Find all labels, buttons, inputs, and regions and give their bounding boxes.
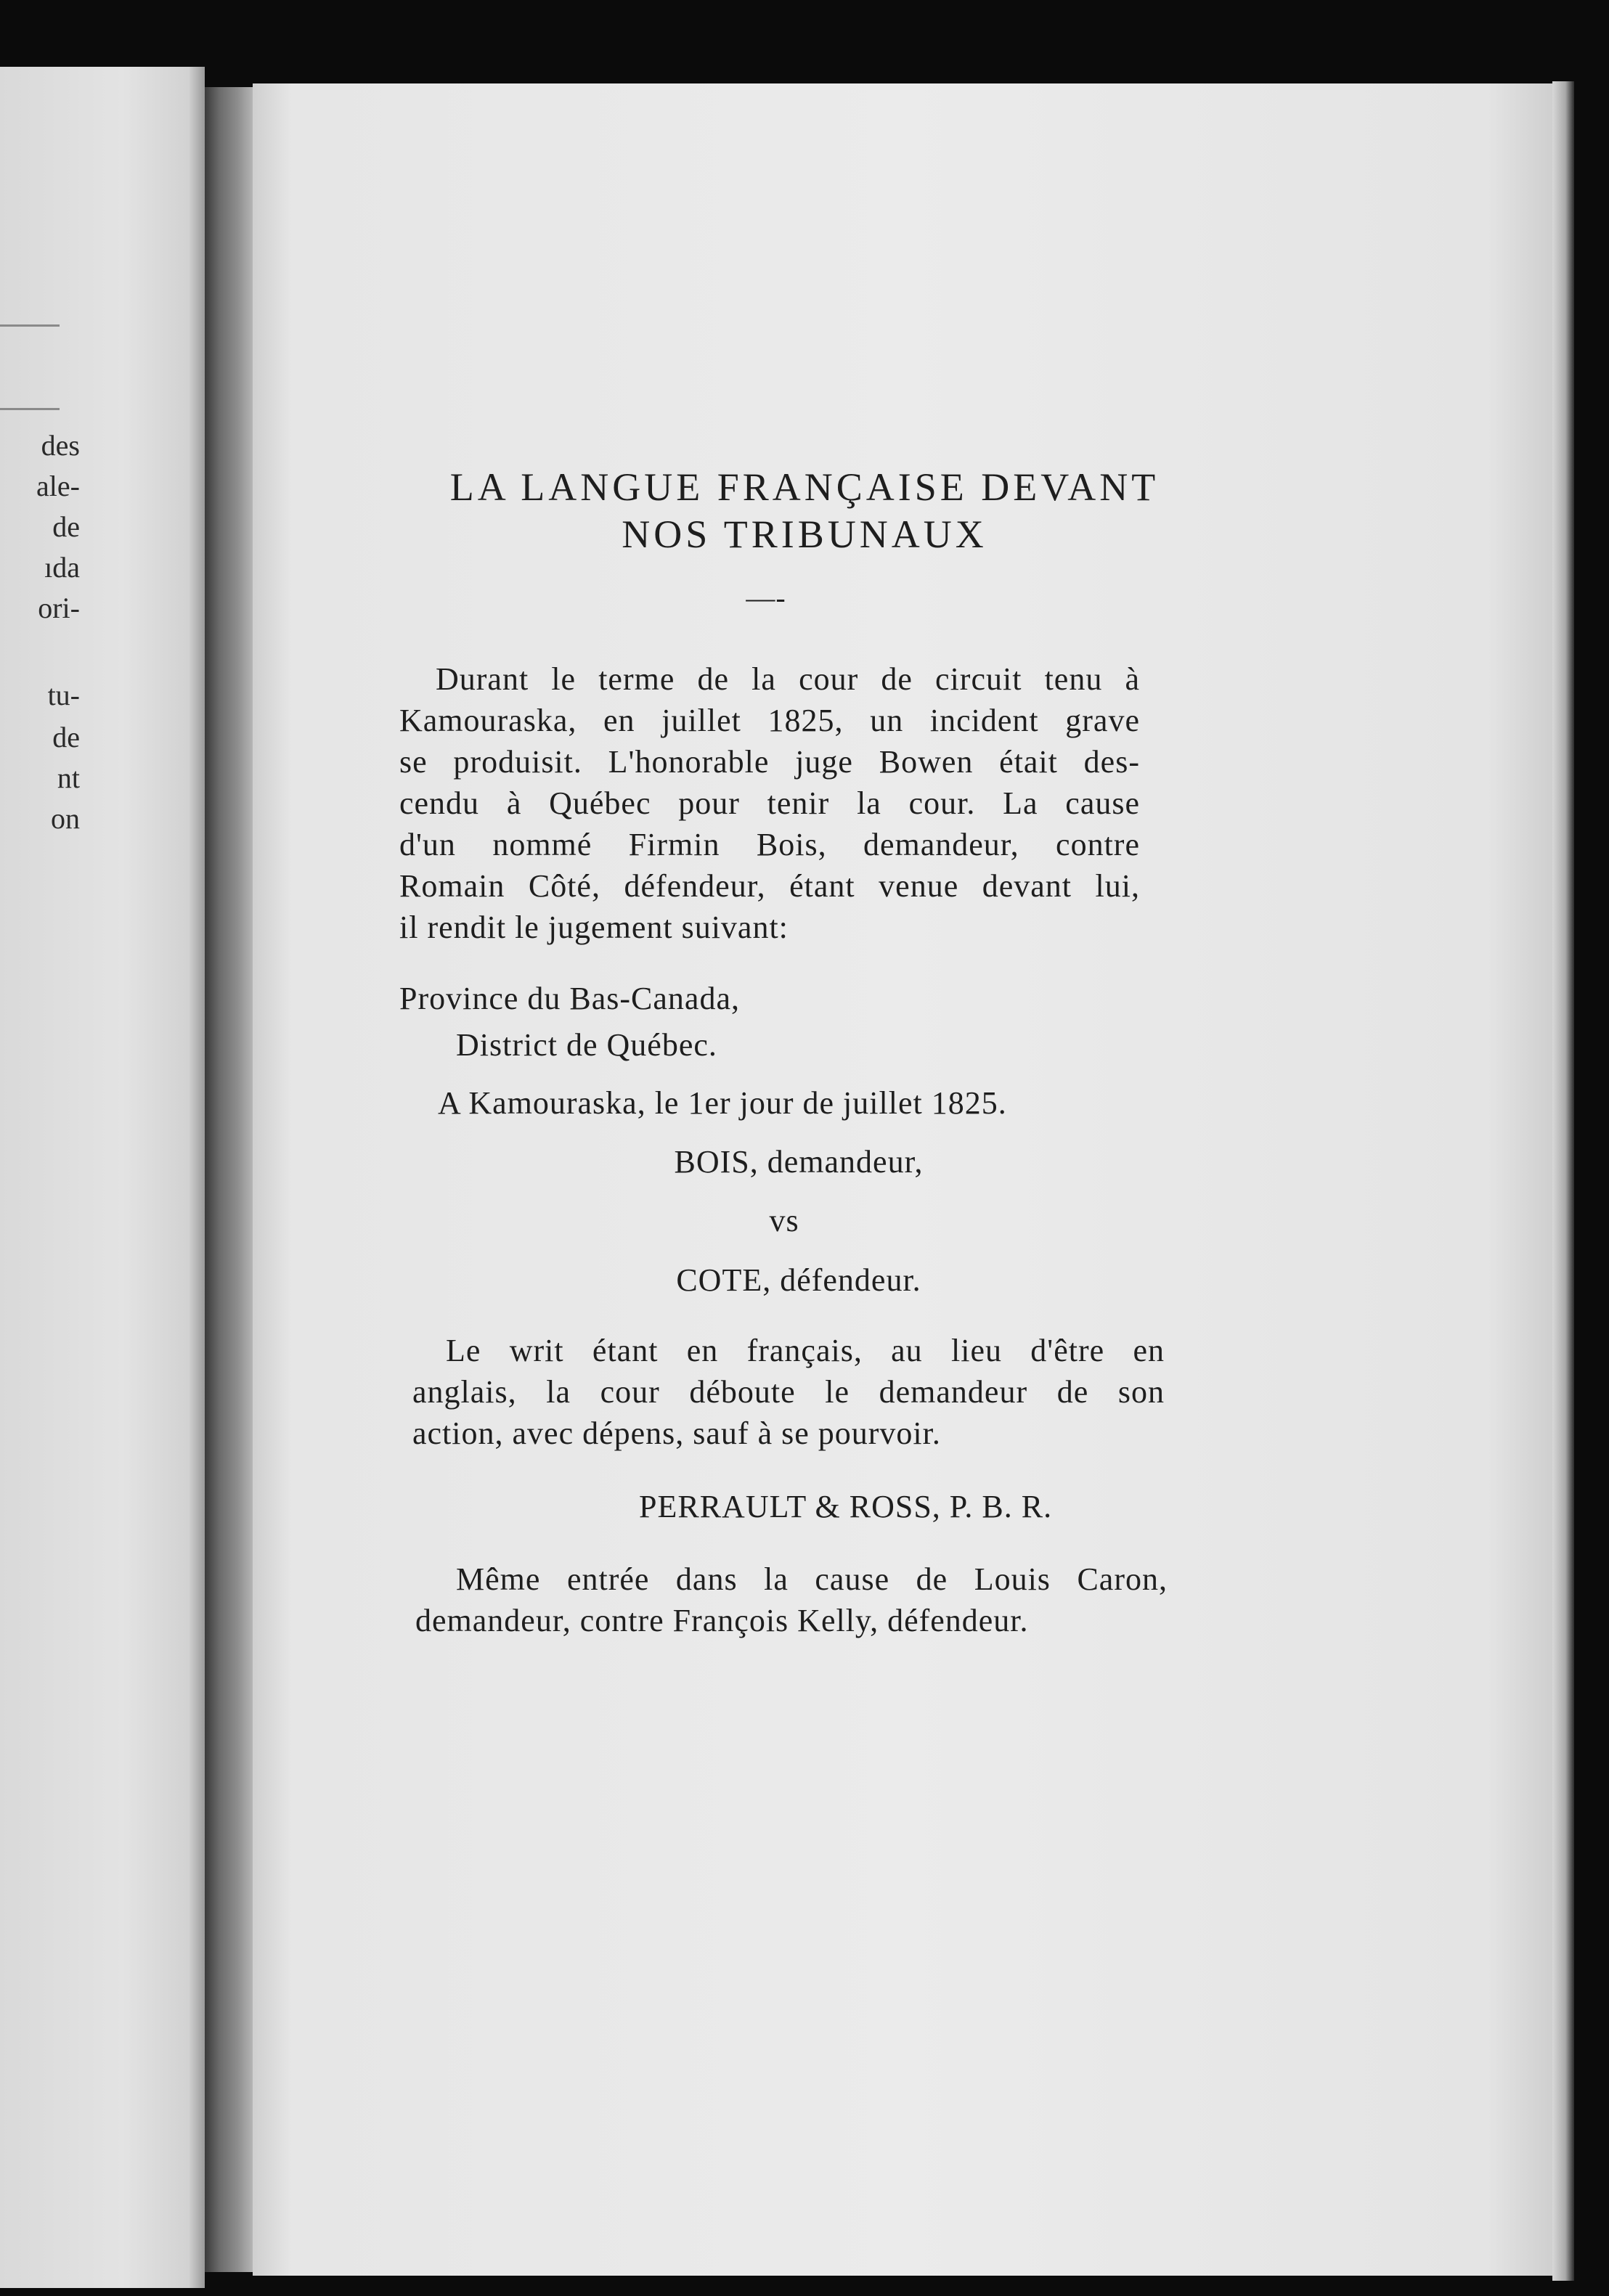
left-page <box>0 67 205 2288</box>
book-gutter <box>205 87 253 2272</box>
article-title-line2: NOS TRIBUNAUX <box>622 512 987 556</box>
signature-line: PERRAULT & ROSS, P. B. R. <box>639 1489 1053 1524</box>
left-page-rule <box>0 324 60 327</box>
left-page-rule <box>0 408 60 410</box>
left-page-fragment: ori- <box>38 592 80 624</box>
intro-line: Durant le terme de la cour de circuit tenu à <box>436 661 1140 697</box>
plaintiff-line: BOIS, demandeur, <box>674 1144 924 1180</box>
district-line: District de Québec. <box>456 1027 717 1063</box>
closing-line: Même entrée dans la cause de Louis Caron, <box>456 1561 1168 1597</box>
left-page-fragment: des <box>41 429 80 462</box>
left-page-fragment: de <box>52 721 80 753</box>
date-line: A Kamouraska, le 1er jour de juillet 1825. <box>438 1085 1007 1121</box>
intro-line: se produisit. L'honorable juge Bowen était des- <box>399 744 1140 780</box>
left-page-fragment: on <box>51 802 80 835</box>
judgment-line: Le writ étant en français, au lieu d'être en <box>446 1333 1165 1368</box>
title-separator: —- <box>746 581 786 614</box>
closing-line: demandeur, contre François Kelly, défendeur. <box>415 1603 1029 1638</box>
defendant-line: COTE, défendeur. <box>676 1262 921 1298</box>
intro-line: d'un nommé Firmin Bois, demandeur, contre <box>399 827 1140 862</box>
left-page-fragment: tu- <box>47 679 80 711</box>
left-page-fragment: ale- <box>36 470 80 502</box>
province-line: Province du Bas-Canada, <box>399 981 740 1016</box>
intro-line: Romain Côté, défendeur, étant venue devant lui, <box>399 868 1140 904</box>
judgment-line: action, avec dépens, sauf à se pourvoir. <box>412 1415 941 1451</box>
judgment-line: anglais, la cour déboute le demandeur de son <box>412 1374 1165 1410</box>
article-title-line1: LA LANGUE FRANÇAISE DEVANT <box>449 465 1160 509</box>
page-edge <box>1552 81 1574 2281</box>
intro-line: Kamouraska, en juillet 1825, un incident grave <box>399 703 1140 738</box>
intro-line: il rendit le jugement suivant: <box>399 910 789 945</box>
left-page-fragment: ıda <box>44 551 80 584</box>
versus-line: vs <box>769 1203 799 1238</box>
left-page-fragment: nt <box>57 761 80 794</box>
intro-line: cendu à Québec pour tenir la cour. La cause <box>399 785 1140 821</box>
left-page-fragment: de <box>52 510 80 543</box>
